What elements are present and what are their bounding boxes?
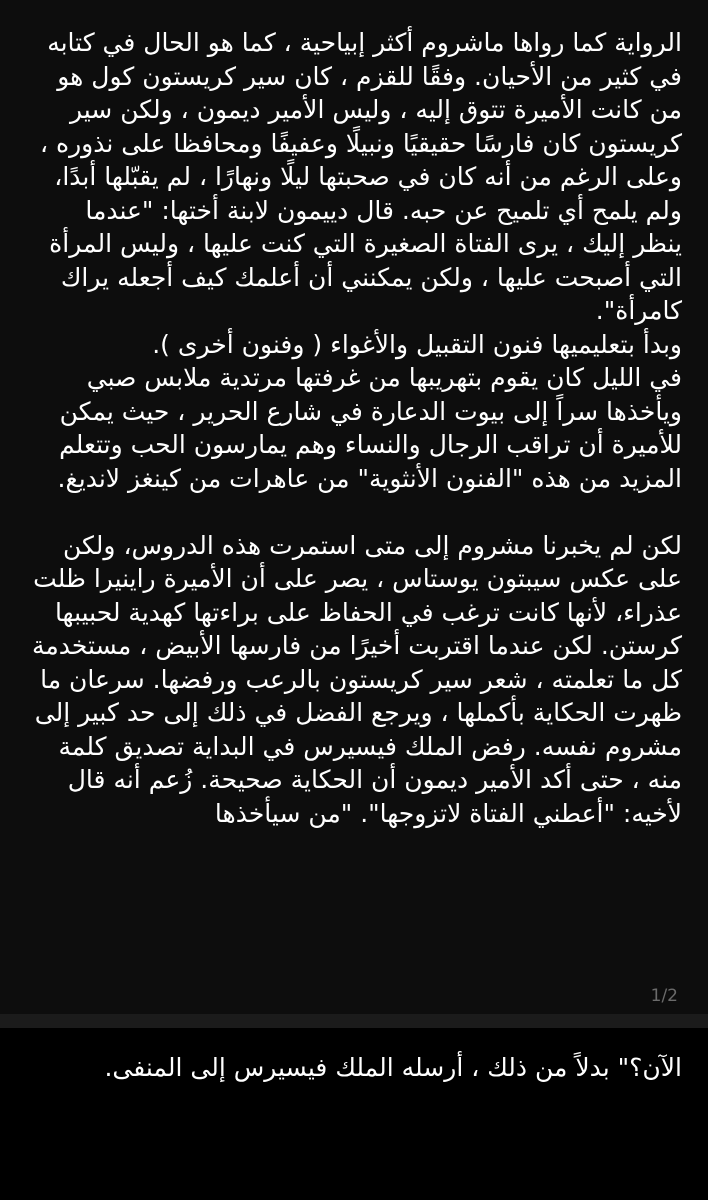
paragraph: لكن لم يخبرنا مشروم إلى متى استمرت هذه الدروس، ولكن على عكس سيبتون يوستاس ، يصر على أن الأميرة راينيرا ظلت عذراء، لأنها كانت ترغب في الحفاظ على براءتها كهدية لحبيبها كرستن. لكن عندما اقتربت أخيرًا من فارسها الأبيض ، مستخدمة كل ما تعلمته ، شعر سير كريستون بالرعب ورفضها. سرعان ما ظهرت الحكاية بأكملها ، ويرجع الفضل في ذلك إلى حد كبير إلى مشروم نفسه. رفض الملك فيسيرس في البداية تصديق كلمة منه ، حتى أكد الأمير ديمون أن الحكاية صحيحة. زُعم أنه قال لأخيه: "أعطني الفتاة لاتزوجها". "من سيأخذها	[32, 530, 682, 828]
paragraph: في الليل كان يقوم بتهريبها من غرفتها مرتدية ملابس صبي ويأخذها سراً إلى بيوت الدعارة في شارع الحرير ، حيث يمكن للأميرة أن تراقب الرجال والنساء وهم يمارسون الحب وتتعلم المزيد من هذه "الفنون الأنثوية" من عاهرات من كينغز لانديغ.	[57, 363, 682, 493]
tweet-card-2	[0, 1028, 708, 1200]
tweet-body-2	[30, 1051, 682, 1085]
paragraph: الآن؟" بدلاً من ذلك ، أرسله الملك فيسيرس إلى المنفى.	[104, 1053, 682, 1082]
paragraph: الرواية كما رواها ماشروم أكثر إبياحية ، كما هو الحال في كتابه في كثير من الأحيان. وفقًا للقزم ، كان سير كريستون كول هو من كانت الأميرة تتوق إليه ، وليس الأمير ديمون ، ولكن سير كريستون كان فارسًا حقيقيًا ونبيلًا وعفيفًا ومحافظا على نذوره ، وعلى الرغم من أنه كان في صحبتها ليلًا ونهارًا ، لم يقبّلها أبدًا، ولم يلمح أي تلميح عن حبه. قال دييمون لابنة أختها: "عندما ينظر إليك ، يرى الفتاة الصغيرة التي كنت عليها ، وليس المرأة التي أصبحت عليها ، ولكن يمكنني أن أعلمك كيف أجعله يراك كامرأة".	[39, 28, 682, 325]
thread-divider	[0, 1014, 708, 1028]
page-indicator: 1/2	[650, 986, 678, 1006]
tweet-body-1	[30, 26, 682, 830]
paragraph: وبدأ بتعليميها فنون التقبيل والأغواء ( وفنون أخرى ).	[152, 329, 682, 359]
